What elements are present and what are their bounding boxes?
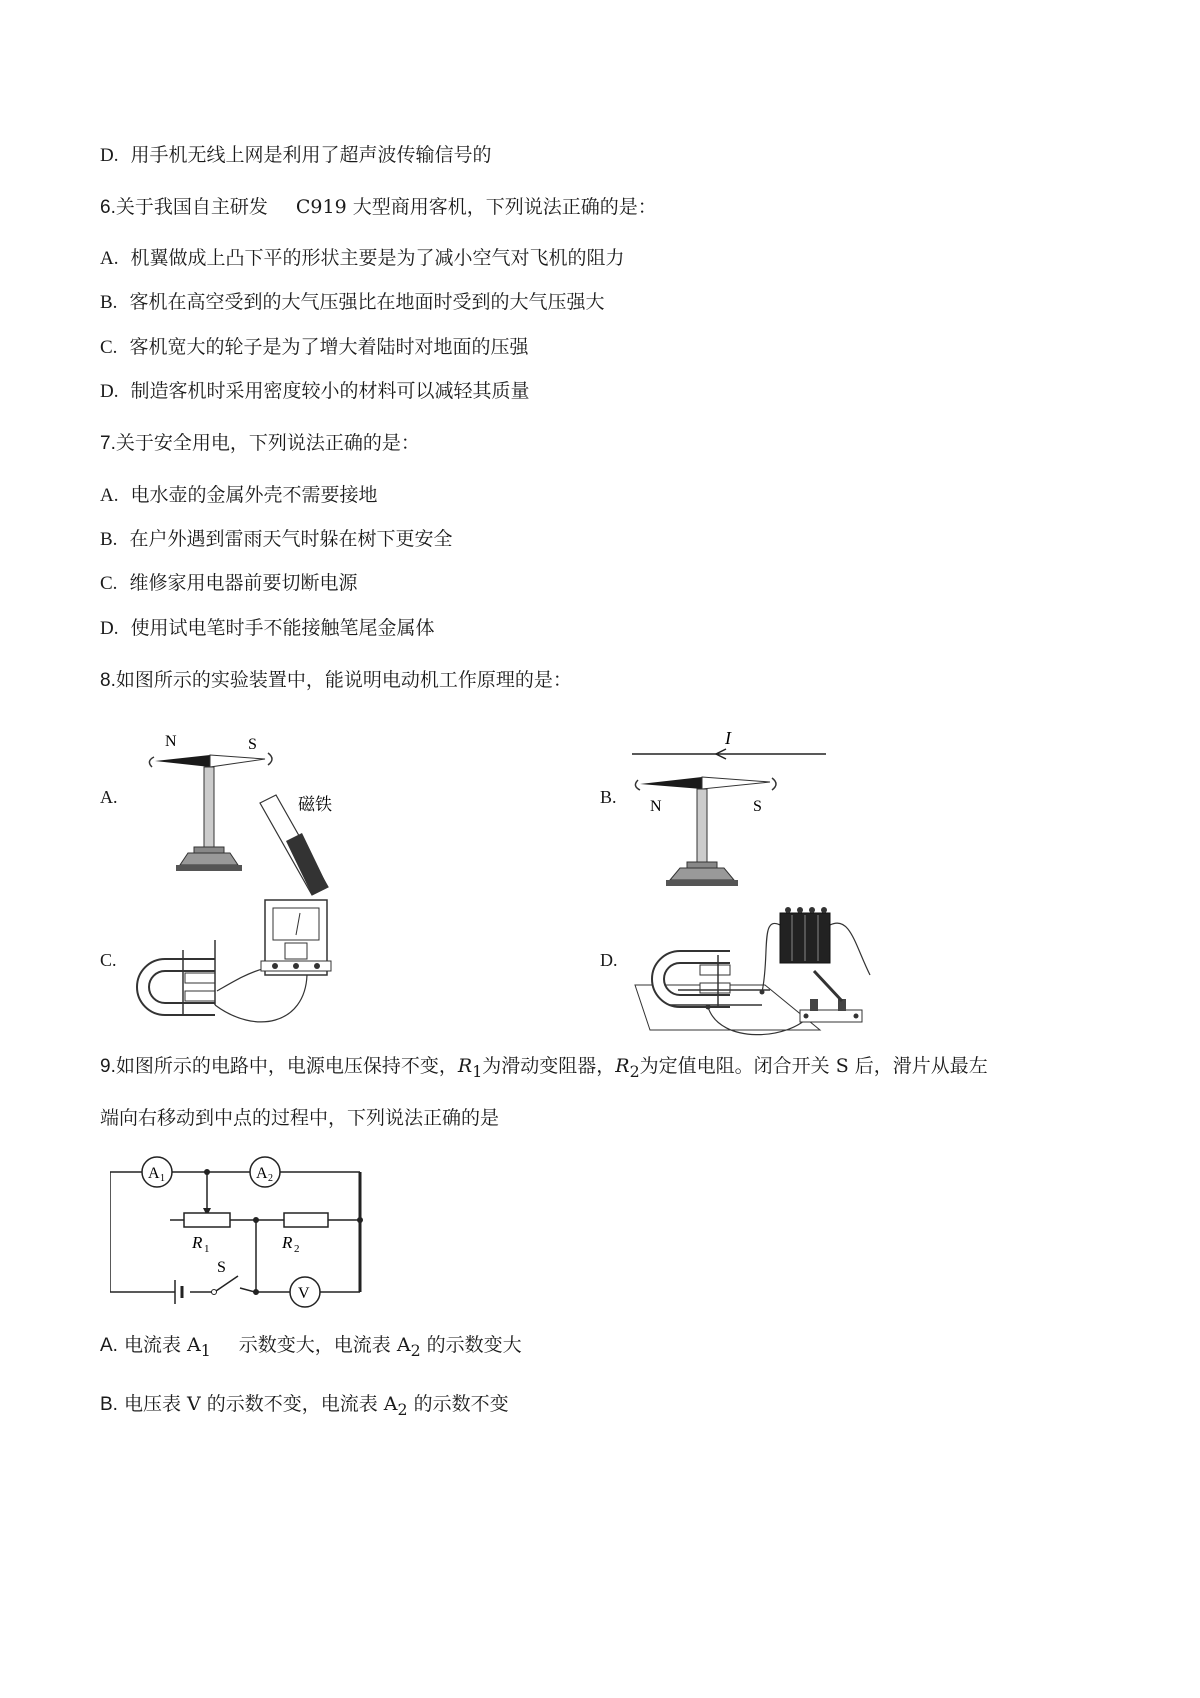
terminal	[293, 963, 299, 969]
compass-needle-south	[210, 755, 265, 767]
option-text: 维修家用电器前要切断电源	[129, 572, 358, 594]
compass-stand-pole	[204, 767, 214, 849]
compass-stand-pole	[697, 789, 707, 864]
q7-option-b	[100, 526, 452, 553]
magnet-pole-bottom	[185, 991, 215, 1001]
option-text: 客机在高空受到的大气压强比在地面时受到的大气压强大	[129, 291, 605, 313]
svg-text:S: S	[217, 1259, 226, 1276]
subscript: 2	[397, 1399, 408, 1419]
r1-label-sub: 1	[204, 1243, 210, 1255]
question-text: C919 大型商用客机，下列说法正确的是：	[295, 196, 657, 218]
terminal	[272, 963, 278, 969]
q9-stem-line1	[100, 1053, 988, 1085]
option-letter: D.	[100, 618, 119, 639]
svg-text:A: A	[148, 1165, 160, 1182]
compass-stand-base	[670, 868, 734, 880]
q9-option-a	[100, 1332, 522, 1364]
rotation-arrow-icon	[635, 780, 640, 790]
ammeter-a2	[250, 1157, 280, 1187]
r1-subscript: 1	[472, 1061, 483, 1081]
option-letter: B.	[100, 529, 118, 550]
current-label: I	[725, 728, 731, 748]
option-letter: B.	[100, 292, 118, 313]
north-label: N	[165, 733, 177, 750]
question-text: 如图所示的实验装置中，能说明电动机工作原理的是：	[115, 669, 572, 691]
compass-needle-south	[702, 777, 770, 789]
figure-a-compass-magnet	[140, 725, 380, 900]
circuit-diagram	[110, 1150, 400, 1310]
q5-option-d	[100, 142, 492, 169]
battery	[175, 1280, 182, 1304]
option-text: 用手机无线上网是利用了超声波传输信号的	[130, 144, 492, 166]
question-text: 关于安全用电，下列说法正确的是：	[115, 432, 420, 454]
q9-stem-line2	[100, 1105, 499, 1131]
question-text: 为定值电阻。闭合开关 S 后，滑片从最左	[639, 1055, 988, 1077]
compass-stand-collar	[687, 862, 717, 868]
rotation-arrow-icon	[149, 757, 154, 767]
junction	[253, 1217, 259, 1223]
figure-label-a: A.	[100, 787, 118, 807]
option-letter: B.	[100, 1394, 118, 1415]
option-text: 客机宽大的轮子是为了增大着陆时对地面的压强	[129, 336, 529, 358]
question-number: 7.	[100, 433, 116, 454]
option-text: 电水壶的金属外壳不需要接地	[130, 484, 378, 506]
compass-needle-north	[155, 755, 210, 767]
knife-switch	[800, 971, 862, 1022]
rotation-arrow-icon	[268, 753, 272, 765]
r2-symbol: R	[615, 1055, 630, 1077]
figure-d-motor	[630, 895, 910, 1045]
q7-option-a	[100, 482, 378, 509]
option-text: 的示数不变	[407, 1393, 509, 1415]
option-text: 的示数变大	[420, 1334, 522, 1356]
r1-label: R	[192, 1233, 203, 1252]
option-letter: C.	[100, 573, 118, 594]
option-text: 制造客机时采用密度较小的材料可以减轻其质量	[130, 380, 530, 402]
magnet-label: 磁铁	[298, 795, 332, 814]
galvanometer-window	[285, 943, 307, 959]
figure-label-b: B.	[600, 787, 617, 807]
question-text: 为滑动变阻器，	[482, 1055, 616, 1077]
question-text: 如图所示的电路中，电源电压保持不变，	[115, 1055, 458, 1077]
q6-option-d	[100, 378, 530, 405]
option-letter: A.	[100, 248, 119, 269]
resistor-r2	[284, 1213, 328, 1227]
figure-b-oersted	[630, 722, 830, 897]
compass-stand-foot	[666, 880, 738, 886]
south-label: S	[248, 736, 257, 753]
option-text: 电压表 V 的示数不变，电流表 A	[123, 1393, 398, 1415]
option-text: 使用试电笔时手不能接触笔尾金属体	[130, 617, 435, 639]
option-letter: A.	[100, 1335, 118, 1356]
svg-text:1: 1	[160, 1173, 165, 1184]
subscript: 2	[410, 1340, 421, 1360]
junction	[357, 1217, 363, 1223]
wire	[762, 923, 780, 992]
terminal	[314, 963, 320, 969]
compass-stand-foot	[176, 865, 242, 871]
option-text: 电流表 A	[123, 1334, 201, 1356]
r2-label-sub: 2	[294, 1243, 300, 1255]
question-text: 端向右移动到中点的过程中，下列说法正确的是	[100, 1107, 500, 1129]
r2-label: R	[282, 1233, 293, 1252]
wire	[215, 975, 307, 1022]
rotation-arrow-icon	[772, 778, 776, 790]
q6-option-c	[100, 334, 528, 361]
figure-label-c: C.	[100, 950, 117, 970]
q7-option-c	[100, 570, 357, 597]
galvanometer-dial	[273, 908, 319, 940]
r2-subscript: 2	[629, 1061, 640, 1081]
svg-text:2: 2	[268, 1173, 273, 1184]
compass-stand-collar	[194, 847, 224, 853]
q7-option-d	[100, 615, 435, 642]
option-text: 示数变大，电流表 A	[238, 1334, 411, 1356]
figure-c-generator	[135, 895, 365, 1035]
svg-text:V: V	[298, 1285, 310, 1302]
q6-option-b	[100, 289, 604, 316]
magnet-pole-top	[700, 965, 730, 975]
option-letter: C.	[100, 337, 118, 358]
compass-needle-north	[640, 777, 702, 789]
option-letter: A.	[100, 485, 119, 506]
question-number: 9.	[100, 1056, 116, 1077]
ammeter-a1	[142, 1157, 172, 1187]
compass-stand-base	[180, 853, 238, 865]
figure-label-d: D.	[600, 950, 618, 970]
q8-stem	[100, 667, 572, 694]
q6-option-a	[100, 245, 625, 272]
south-label: S	[753, 798, 762, 815]
switch-s	[212, 1259, 239, 1295]
question-text: 关于我国自主研发	[115, 196, 268, 218]
question-number: 8.	[100, 670, 116, 691]
svg-text:A: A	[256, 1165, 268, 1182]
subscript: 1	[200, 1340, 211, 1360]
option-text: 机翼做成上凸下平的形状主要是为了减小空气对飞机的阻力	[130, 247, 625, 269]
option-letter: D.	[100, 381, 119, 402]
q7-stem	[100, 430, 420, 457]
battery-pack	[780, 907, 830, 963]
junction	[204, 1169, 210, 1175]
q6-stem	[100, 194, 657, 221]
option-text: 在户外遇到雷雨天气时躲在树下更安全	[129, 528, 453, 550]
rheostat-r1	[184, 1213, 230, 1227]
r1-symbol: R	[457, 1055, 473, 1077]
north-label: N	[650, 798, 662, 815]
magnet-pole-bottom	[700, 983, 730, 993]
q9-option-b	[100, 1391, 509, 1423]
question-number: 6.	[100, 197, 116, 218]
voltmeter-v	[290, 1277, 320, 1307]
option-letter: D.	[100, 145, 119, 166]
magnet-pole-top	[185, 973, 215, 983]
junction	[253, 1289, 259, 1295]
wire	[830, 923, 870, 975]
